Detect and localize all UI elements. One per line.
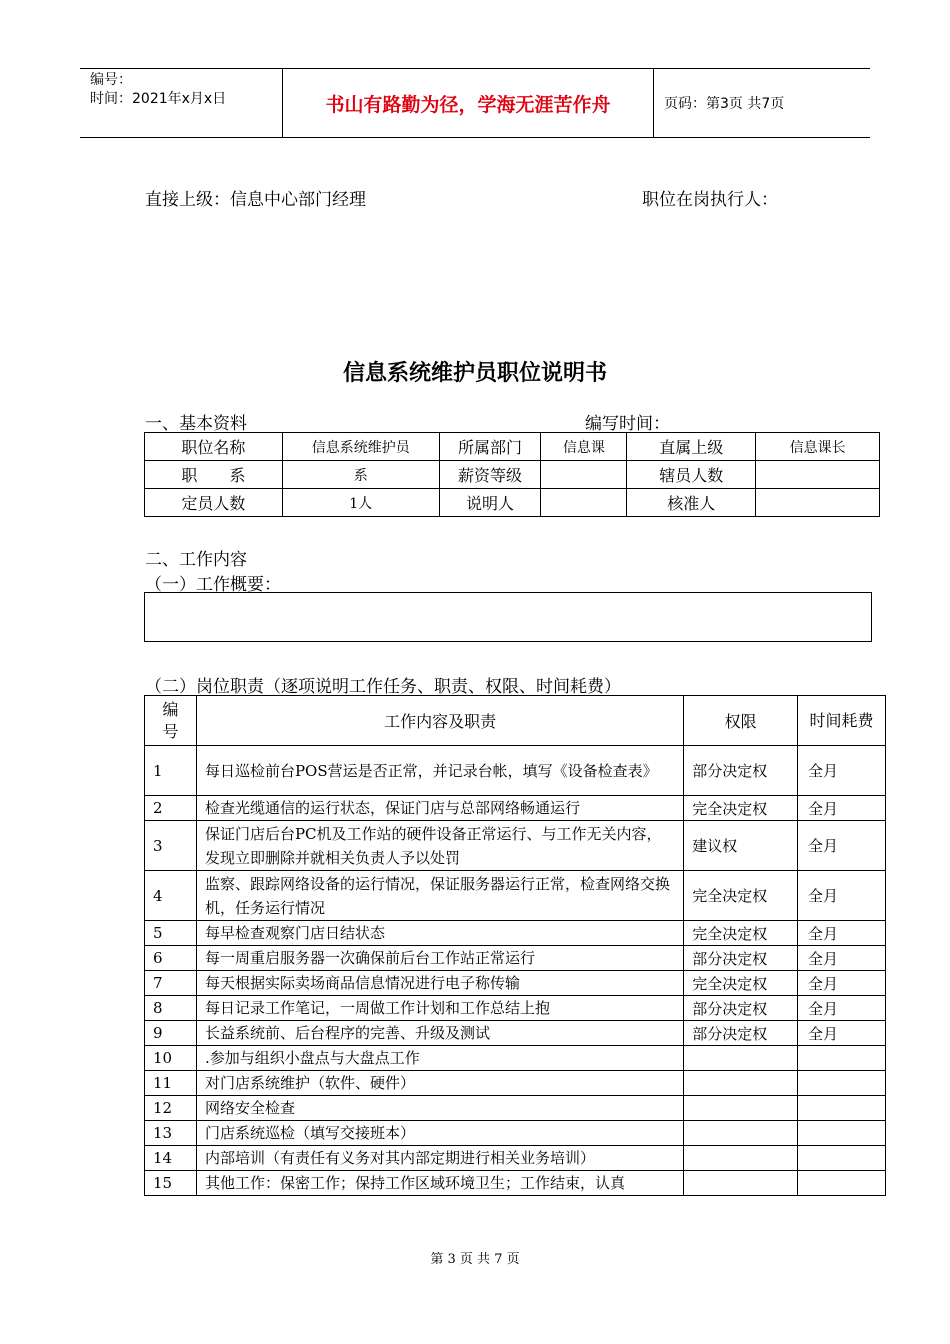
duty-number: 7: [145, 971, 197, 996]
duty-row: [145, 946, 886, 971]
duty-authority: [684, 1171, 798, 1196]
overview-heading: （一）工作概要：: [145, 575, 281, 595]
duty-time: [798, 1096, 886, 1121]
duty-time: 全月: [798, 946, 886, 971]
basic-info-cell: 系: [282, 461, 439, 489]
duty-content: 每一周重启服务器一次确保前后台工作站正常运行: [196, 946, 683, 971]
basic-info-cell: 所属部门: [439, 433, 541, 461]
duty-authority: 建议权: [684, 821, 798, 871]
duty-content: 每天根据实际卖场商品信息情况进行电子称传输: [196, 971, 683, 996]
basic-info-cell: 辖员人数: [627, 461, 756, 489]
overview-box: [144, 592, 872, 642]
duty-content: 门店系统巡检（填写交接班本）: [196, 1121, 683, 1146]
basic-info-cell: 薪资等级: [439, 461, 541, 489]
duty-row: [145, 921, 886, 946]
duty-content: 网络安全检查: [196, 1096, 683, 1121]
col-header-authority: 权限: [684, 696, 798, 746]
duty-row: [145, 746, 886, 796]
duty-authority: [684, 1096, 798, 1121]
duty-content: 保证门店后台PC机及工作站的硬件设备正常运行、与工作无关内容，发现立即删除并就相关负责人予以处罚: [196, 821, 683, 871]
duty-content: 其他工作：保密工作；保持工作区域环境卫生；工作结束，认真: [196, 1171, 683, 1196]
duty-time: 全月: [798, 796, 886, 821]
basic-info-cell: 核准人: [627, 489, 756, 517]
duty-number: 1: [145, 746, 197, 796]
duty-time: 全月: [798, 1021, 886, 1046]
basic-info-row: [145, 461, 880, 489]
duty-time: [798, 1146, 886, 1171]
duty-number: 11: [145, 1071, 197, 1096]
duty-authority: 部分决定权: [684, 746, 798, 796]
page-footer: 第 3 页 共 7 页: [430, 1252, 520, 1267]
section-work-heading: 二、工作内容: [145, 550, 247, 570]
duty-authority: 部分决定权: [684, 996, 798, 1021]
duty-number: 13: [145, 1121, 197, 1146]
duty-time: [798, 1121, 886, 1146]
duty-authority: 完全决定权: [684, 921, 798, 946]
duty-number: 14: [145, 1146, 197, 1171]
duty-table: [144, 695, 886, 1196]
duty-row: [145, 971, 886, 996]
duty-row: [145, 1046, 886, 1071]
duty-number: 9: [145, 1021, 197, 1046]
duty-authority: [684, 1046, 798, 1071]
duty-time: 全月: [798, 821, 886, 871]
duty-authority: 部分决定权: [684, 946, 798, 971]
basic-info-cell: 信息课: [541, 433, 627, 461]
duty-row: [145, 996, 886, 1021]
incumbent-line: 职位在岗执行人：: [642, 190, 778, 210]
duty-content: 监察、跟踪网络设备的运行情况，保证服务器运行正常，检查网络交换机，任务运行情况: [196, 871, 683, 921]
duty-number: 3: [145, 821, 197, 871]
basic-info-table: [144, 432, 880, 517]
duty-row: [145, 871, 886, 921]
basic-info-cell: 1人: [282, 489, 439, 517]
duty-content: .参加与组织小盘点与大盘点工作: [196, 1046, 683, 1071]
col-header-content: 工作内容及职责: [196, 696, 683, 746]
basic-info-cell: [541, 489, 627, 517]
duty-content: 内部培训（有责任有义务对其内部定期进行相关业务培训）: [196, 1146, 683, 1171]
time-label: 时间：2021年x月x日: [90, 91, 227, 107]
duty-number: 5: [145, 921, 197, 946]
duty-authority: 完全决定权: [684, 796, 798, 821]
duty-content: 每早检查观察门店日结状态: [196, 921, 683, 946]
basic-info-cell: 职位名称: [145, 433, 283, 461]
duty-row: [145, 1021, 886, 1046]
write-time-label: 编写时间：: [585, 414, 670, 434]
duty-time: 全月: [798, 996, 886, 1021]
duty-time: [798, 1171, 886, 1196]
duty-number: 15: [145, 1171, 197, 1196]
header-meta: [80, 69, 282, 137]
basic-info-cell: 定员人数: [145, 489, 283, 517]
header-page-label: 页码：第3页 共7页: [664, 96, 785, 112]
page-header: [80, 68, 870, 138]
basic-info-cell: [541, 461, 627, 489]
duty-row: [145, 821, 886, 871]
duty-time: [798, 1046, 886, 1071]
duty-row: [145, 1171, 886, 1196]
duty-time: 全月: [798, 871, 886, 921]
duty-authority: 部分决定权: [684, 1021, 798, 1046]
duty-number: 8: [145, 996, 197, 1021]
supervisor-line: 直接上级：信息中心部门经理: [145, 190, 366, 210]
header-motto: 书山有路勤为径，学海无涯苦作舟: [282, 69, 654, 137]
duty-time: [798, 1071, 886, 1096]
duty-row: [145, 1071, 886, 1096]
duty-content: 长益系统前、后台程序的完善、升级及测试: [196, 1021, 683, 1046]
duty-row: [145, 1121, 886, 1146]
basic-info-cell: 直属上级: [627, 433, 756, 461]
code-label: 编号：: [90, 72, 132, 88]
duty-number: 6: [145, 946, 197, 971]
duty-number: 4: [145, 871, 197, 921]
duty-row: [145, 796, 886, 821]
duty-content: 对门店系统维护（软件、硬件）: [196, 1071, 683, 1096]
section-basic-heading: 一、基本资料: [145, 414, 247, 434]
basic-info-cell: 信息课长: [756, 433, 880, 461]
basic-info-cell: 信息系统维护员: [282, 433, 439, 461]
duty-number: 10: [145, 1046, 197, 1071]
duty-heading: （二）岗位职责（逐项说明工作任务、职责、权限、时间耗费）: [145, 677, 621, 697]
col-header-time: 时间耗费: [798, 696, 886, 746]
basic-info-row: [145, 433, 880, 461]
basic-info-cell: 职 系: [145, 461, 283, 489]
duty-content: 每日巡检前台POS营运是否正常，并记录台帐，填写《设备检查表》: [196, 746, 683, 796]
duty-row: [145, 1146, 886, 1171]
basic-info-cell: 说明人: [439, 489, 541, 517]
document-title: 信息系统维护员职位说明书: [342, 361, 607, 386]
duty-authority: 完全决定权: [684, 971, 798, 996]
basic-info-cell: [756, 461, 880, 489]
duty-content: 检查光缆通信的运行状态，保证门店与总部网络畅通运行: [196, 796, 683, 821]
duty-number: 2: [145, 796, 197, 821]
duty-authority: [684, 1121, 798, 1146]
duty-authority: [684, 1071, 798, 1096]
duty-time: 全月: [798, 746, 886, 796]
basic-info-row: [145, 489, 880, 517]
duty-number: 12: [145, 1096, 197, 1121]
duty-time: 全月: [798, 921, 886, 946]
duty-authority: 完全决定权: [684, 871, 798, 921]
basic-info-cell: [756, 489, 880, 517]
duty-authority: [684, 1146, 798, 1171]
col-header-number: 编号: [145, 696, 197, 746]
duty-content: 每日记录工作笔记，一周做工作计划和工作总结上抱: [196, 996, 683, 1021]
duty-time: 全月: [798, 971, 886, 996]
duty-row: [145, 1096, 886, 1121]
